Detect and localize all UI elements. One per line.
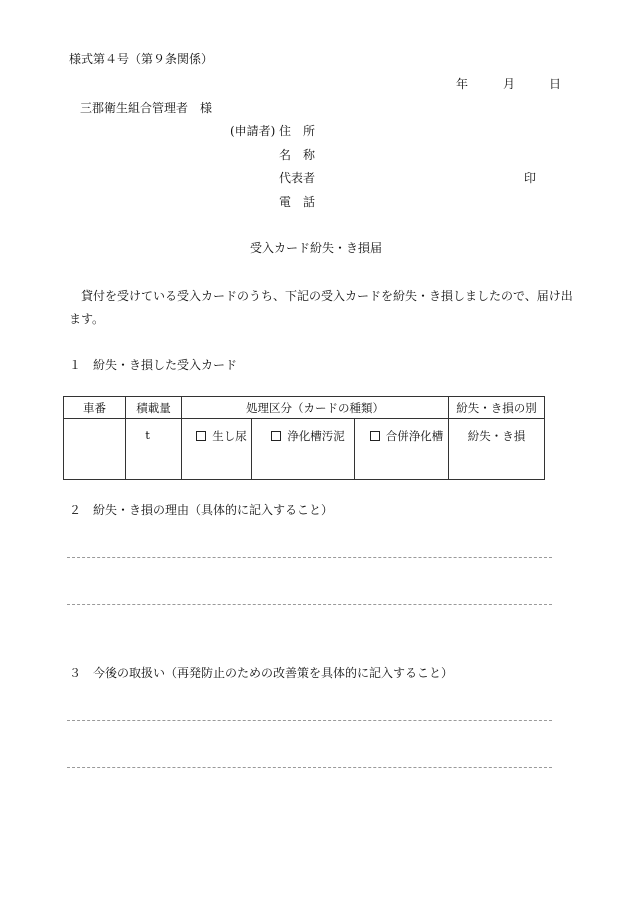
intro-line-2: ます。 bbox=[69, 312, 105, 326]
header-loss-type: 紛失・き損の別 bbox=[449, 397, 545, 419]
date-year: 年 bbox=[456, 77, 469, 91]
applicant-name-label: 名 称 bbox=[279, 148, 316, 162]
checkbox-icon[interactable] bbox=[370, 431, 380, 441]
measures-writing-line[interactable] bbox=[67, 720, 552, 721]
option-raw-sewage-label: 生し尿 bbox=[212, 429, 247, 443]
table-header-row bbox=[64, 397, 545, 419]
option-septic-sludge[interactable] bbox=[252, 419, 355, 480]
header-load-capacity: 積載量 bbox=[126, 397, 182, 419]
header-vehicle-number: 車番 bbox=[64, 397, 126, 419]
option-raw-sewage[interactable] bbox=[182, 419, 252, 480]
cell-vehicle-number[interactable] bbox=[64, 419, 126, 480]
option-septic-sludge-label: 浄化槽汚泥 bbox=[287, 429, 345, 443]
applicant-label: (申請者) bbox=[230, 124, 276, 138]
applicant-representative-label: 代表者 bbox=[279, 171, 316, 185]
reason-writing-line[interactable] bbox=[67, 604, 552, 605]
intro-line-1: 貸付を受けている受入カードのうち、下記の受入カードを紛失・き損しましたので、届け出 bbox=[69, 289, 573, 303]
section2-heading: ２ 紛失・き損の理由（具体的に記入すること） bbox=[69, 503, 334, 517]
document-title: 受入カード紛失・き損届 bbox=[250, 241, 383, 255]
reason-writing-line[interactable] bbox=[67, 557, 552, 558]
table-row bbox=[64, 419, 545, 480]
lost-card-table bbox=[63, 396, 545, 480]
option-combined-septic[interactable] bbox=[355, 419, 449, 480]
date-day: 日 bbox=[549, 77, 562, 91]
header-category: 処理区分（カードの種類） bbox=[182, 397, 449, 419]
measures-writing-line[interactable] bbox=[67, 767, 552, 768]
form-number: 様式第４号（第９条関係） bbox=[69, 52, 214, 66]
applicant-phone-label: 電 話 bbox=[279, 195, 316, 209]
seal-mark: 印 bbox=[524, 171, 537, 185]
option-combined-septic-label: 合併浄化槽 bbox=[385, 429, 444, 443]
section1-heading: １ 紛失・き損した受入カード bbox=[69, 358, 238, 372]
checkbox-icon[interactable] bbox=[196, 431, 206, 441]
cell-load-capacity[interactable] bbox=[126, 419, 182, 480]
cell-loss-type: 紛失・き損 bbox=[449, 419, 545, 480]
applicant-address-label: 住 所 bbox=[279, 124, 316, 138]
addressee: 三郡衛生組合管理者 様 bbox=[80, 101, 213, 115]
load-unit: t bbox=[145, 428, 150, 442]
checkbox-icon[interactable] bbox=[271, 431, 281, 441]
section3-heading: ３ 今後の取扱い（再発防止のための改善策を具体的に記入すること） bbox=[69, 666, 454, 680]
date-month: 月 bbox=[503, 77, 516, 91]
